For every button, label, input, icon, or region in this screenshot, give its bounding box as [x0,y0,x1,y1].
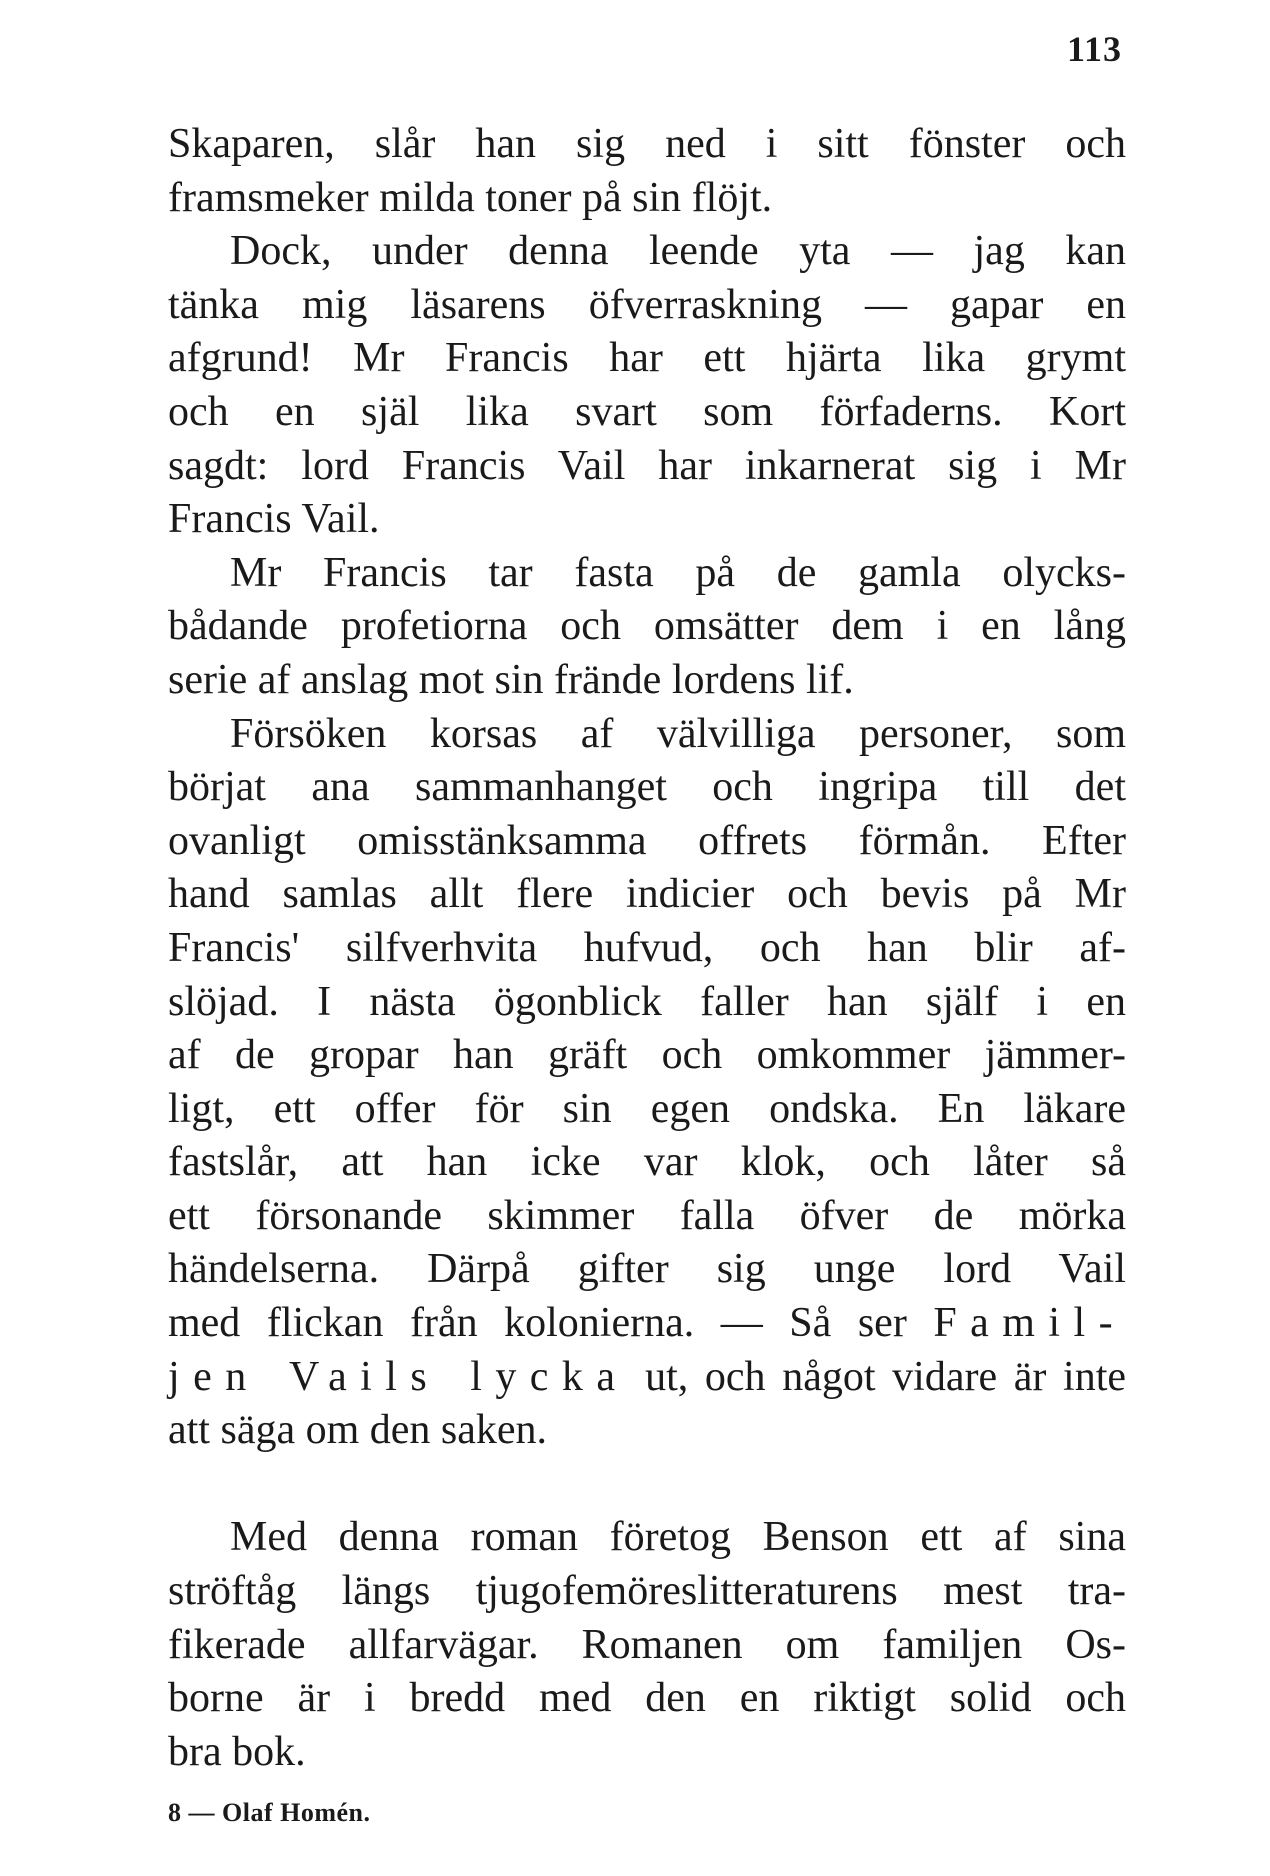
signature-footer: 8 — Olaf Homén. [168,1798,371,1827]
text-line: framsmeker milda toner på sin flöjt. [168,174,773,221]
text-line: ovanligt omisstänksamma offrets förmån. Efter [168,817,1126,864]
text-line: Francis' silfverhvita hufvud, och han blir af- [168,924,1126,971]
text-line: borne är i bredd med den en riktigt solid och [168,1675,1126,1722]
text-line: ströftåg längs tjugofemöreslitteraturens mest tra- [168,1568,1126,1615]
text-line: fastslår, att han icke var klok, och låter så [168,1139,1126,1186]
text-line: händelserna. Därpå gifter sig unge lord Vail [168,1246,1126,1293]
text-line: börjat ana sammanhanget och ingripa till det [168,764,1126,811]
section-break [168,1458,1126,1512]
text-line: serie af anslag mot sin frände lordens lif. [168,656,854,703]
spaced-title-part: Famil- [933,1300,1127,1347]
spaced-title-part: jen Vails lycka [168,1353,629,1400]
text-line: och en själ lika svart som förfaderns. Kort [168,388,1126,435]
text-line: att säga om den saken. [168,1407,548,1454]
text-line: Francis Vail. [168,496,380,543]
text-segment: ut, och något vidare är inte [628,1353,1127,1400]
text-line: Mr Francis tar fasta på de gamla olycks- [230,549,1126,596]
text-line: tänka mig läsarens öfverraskning — gapar en [168,281,1126,328]
text-line: Dock, under denna leende yta — jag kan [230,228,1126,275]
text-line: bådande profetiorna och omsätter dem i en lång [168,603,1126,650]
text-line: sagdt: lord Francis Vail har inkarnerat sig i Mr [168,442,1126,489]
text-line: fikerade allfarvägar. Romanen om familjen Os- [168,1621,1126,1668]
text-line: af de gropar han gräft och omkommer jämmer- [168,1032,1126,1079]
text-segment: med flickan från kolonierna. — Så ser [168,1300,907,1347]
text-line [168,1297,1126,1351]
text-line: Försöken korsas af välvilliga personer, som [230,710,1126,757]
text-line: afgrund! Mr Francis har ett hjärta lika grymt [168,335,1126,382]
text-line: ligt, ett offer för sin egen ondska. En läkare [168,1085,1126,1132]
page-number: 113 [1066,29,1122,69]
text-line: Med denna roman företog Benson ett af sina [230,1514,1126,1561]
body-text [168,118,1126,1779]
text-line: Skaparen, slår han sig ned i sitt fönster och [168,121,1126,167]
text-line: bra bok. [168,1728,306,1775]
text-line: hand samlas allt flere indicier och bevis på Mr [168,871,1126,918]
text-line [168,1351,1126,1405]
text-line: slöjad. I nästa ögonblick faller han själf i en [168,978,1126,1025]
text-line: ett försonande skimmer falla öfver de mörka [168,1192,1126,1239]
